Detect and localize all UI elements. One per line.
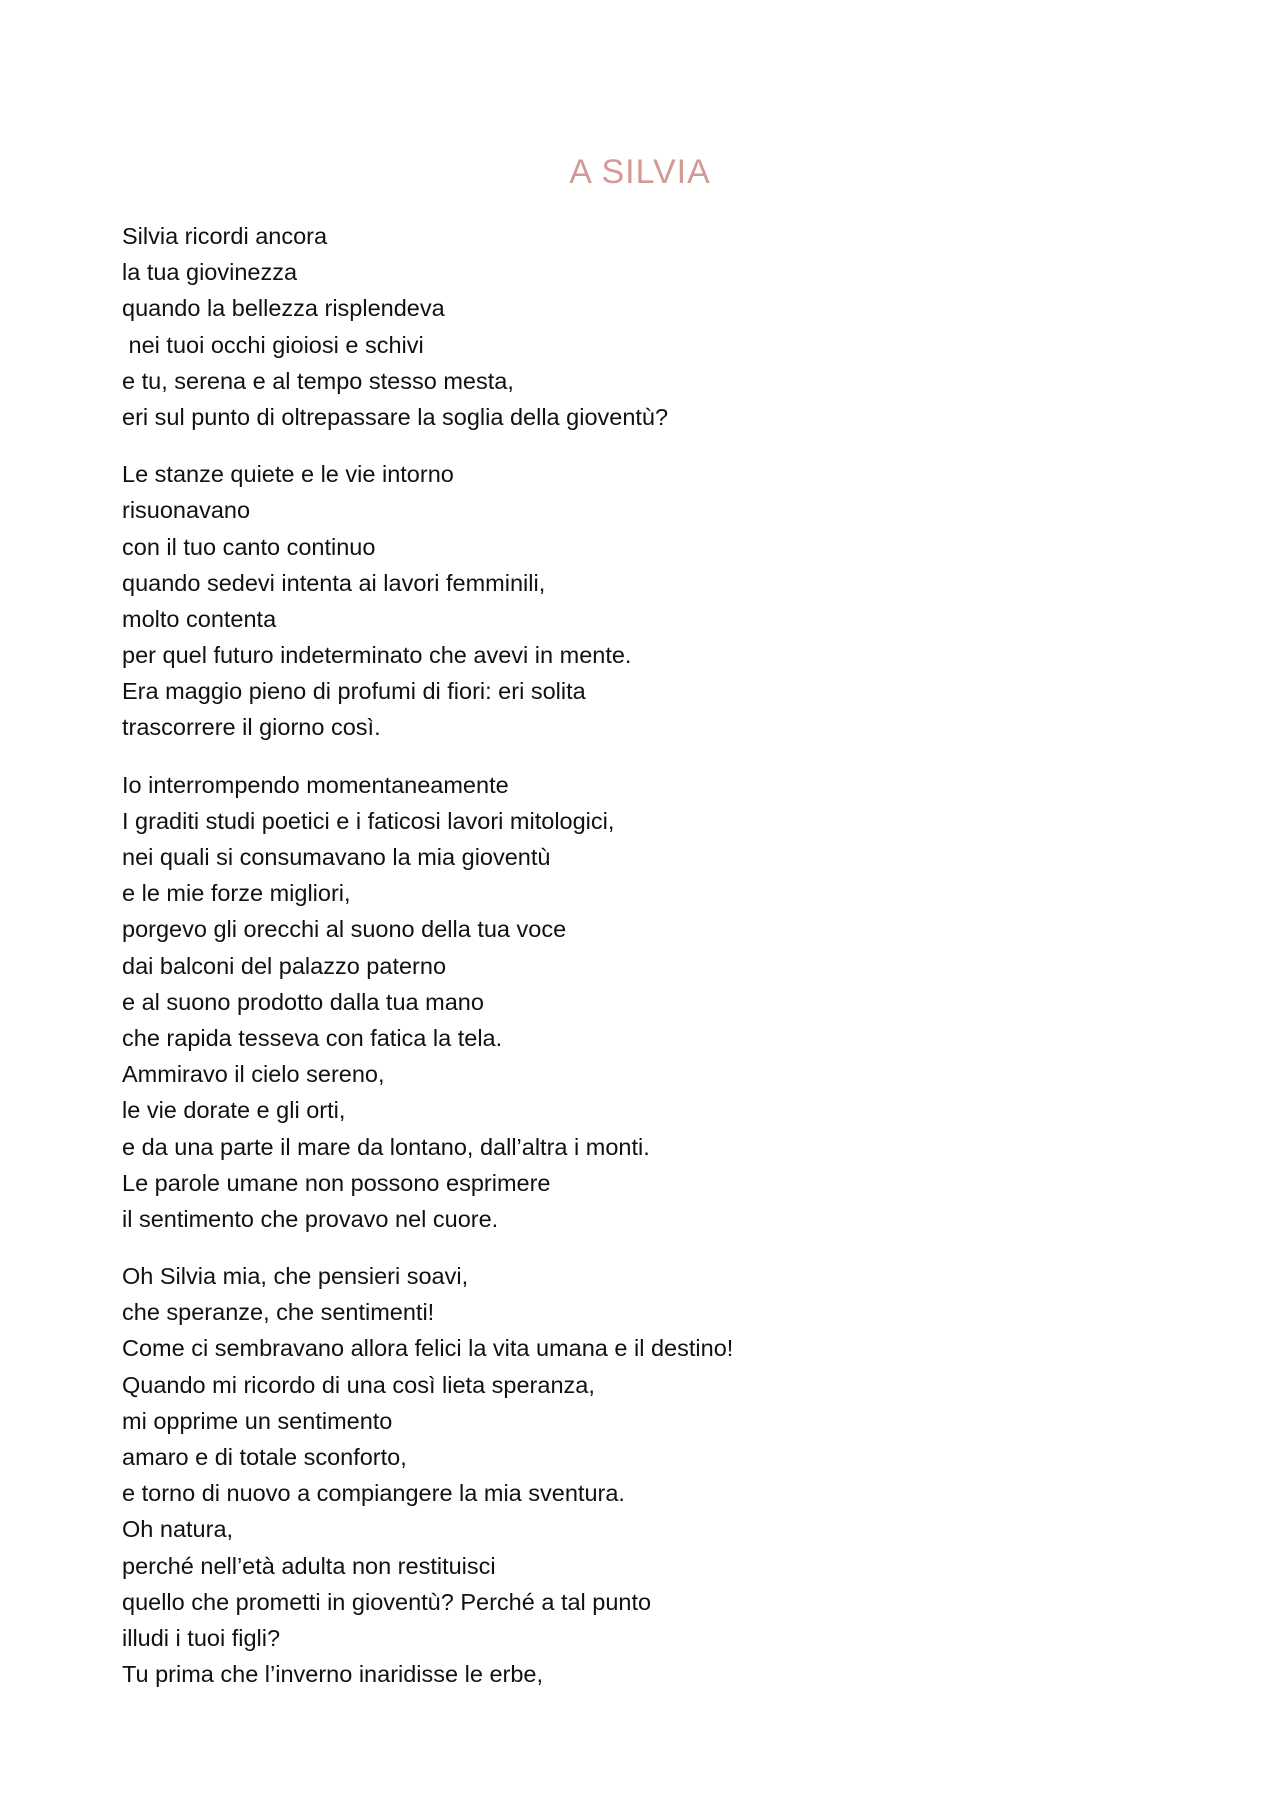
- poem-line: perché nell’età adulta non restituisci: [122, 1552, 496, 1579]
- poem-line: e torno di nuovo a compiangere la mia sventura.: [122, 1480, 625, 1507]
- poem-line: Come ci sembravano allora felici la vita umana e il destino!: [122, 1335, 734, 1362]
- poem-line: Le parole umane non possono esprimere: [122, 1169, 551, 1196]
- poem-line: Ammiravo il cielo sereno,: [122, 1061, 385, 1088]
- poem-line: molto contenta: [122, 605, 277, 632]
- poem-body: [122, 218, 1162, 1713]
- poem-line: e da una parte il mare da lontano, dall’altra i monti.: [122, 1133, 650, 1160]
- poem-line: la tua giovinezza: [122, 259, 298, 286]
- poem-line: con il tuo canto continuo: [122, 533, 376, 560]
- poem-line: Oh natura,: [122, 1516, 234, 1543]
- poem-line: quello che prometti in gioventù? Perché a tal punto: [122, 1588, 652, 1615]
- poem-line: che speranze, che sentimenti!: [122, 1299, 435, 1326]
- poem-line: Silvia ricordi ancora: [122, 223, 328, 249]
- poem-line: porgevo gli orecchi al suono della tua voce: [122, 916, 567, 943]
- poem-line: quando la bellezza risplendeva: [122, 295, 445, 322]
- poem-line: Tu prima che l’inverno inaridisse le erbe,: [122, 1661, 544, 1688]
- poem-line: per quel futuro indeterminato che avevi in mente.: [122, 642, 632, 669]
- poem-line: che rapida tesseva con fatica la tela.: [122, 1024, 503, 1051]
- poem-line: eri sul punto di oltrepassare la soglia della gioventù?: [122, 403, 669, 430]
- poem-line: e al suono prodotto dalla tua mano: [122, 988, 484, 1015]
- stanza-3: [122, 767, 1162, 1237]
- poem-line: trascorrere il giorno così.: [122, 714, 381, 741]
- poem-line: risuonavano: [122, 497, 251, 524]
- poem-line: Le stanze quiete e le vie intorno: [122, 461, 454, 488]
- poem-line: Io interrompendo momentaneamente: [122, 771, 509, 798]
- poem-line: illudi i tuoi figli?: [122, 1624, 281, 1651]
- poem-line: e le mie forze migliori,: [122, 880, 351, 907]
- stanza-1: [122, 218, 1162, 435]
- stanza-2: [122, 456, 1162, 746]
- poem-line: il sentimento che provavo nel cuore.: [122, 1205, 499, 1232]
- poem-line: nei quali si consumavano la mia gioventù: [122, 844, 551, 870]
- poem-line: dai balconi del palazzo paterno: [122, 952, 447, 979]
- poem-line: quando sedevi intenta ai lavori femminili,: [122, 569, 546, 596]
- stanza-4: [122, 1258, 1162, 1692]
- poem-title: A SILVIA: [569, 153, 711, 191]
- poem-line: e tu, serena e al tempo stesso mesta,: [122, 367, 514, 394]
- poem-line: amaro e di totale sconforto,: [122, 1444, 407, 1470]
- poem-line: mi opprime un sentimento: [122, 1407, 393, 1434]
- poem-line: nei tuoi occhi gioiosi e schivi: [122, 331, 424, 358]
- poem-line: I graditi studi poetici e i faticosi lavori mitologici,: [122, 807, 615, 834]
- poem-line: Era maggio pieno di profumi di fiori: eri solita: [122, 678, 586, 705]
- poem-line: Quando mi ricordo di una così lieta speranza,: [122, 1371, 595, 1398]
- poem-line: le vie dorate e gli orti,: [122, 1097, 346, 1124]
- poem-line: Oh Silvia mia, che pensieri soavi,: [122, 1263, 469, 1290]
